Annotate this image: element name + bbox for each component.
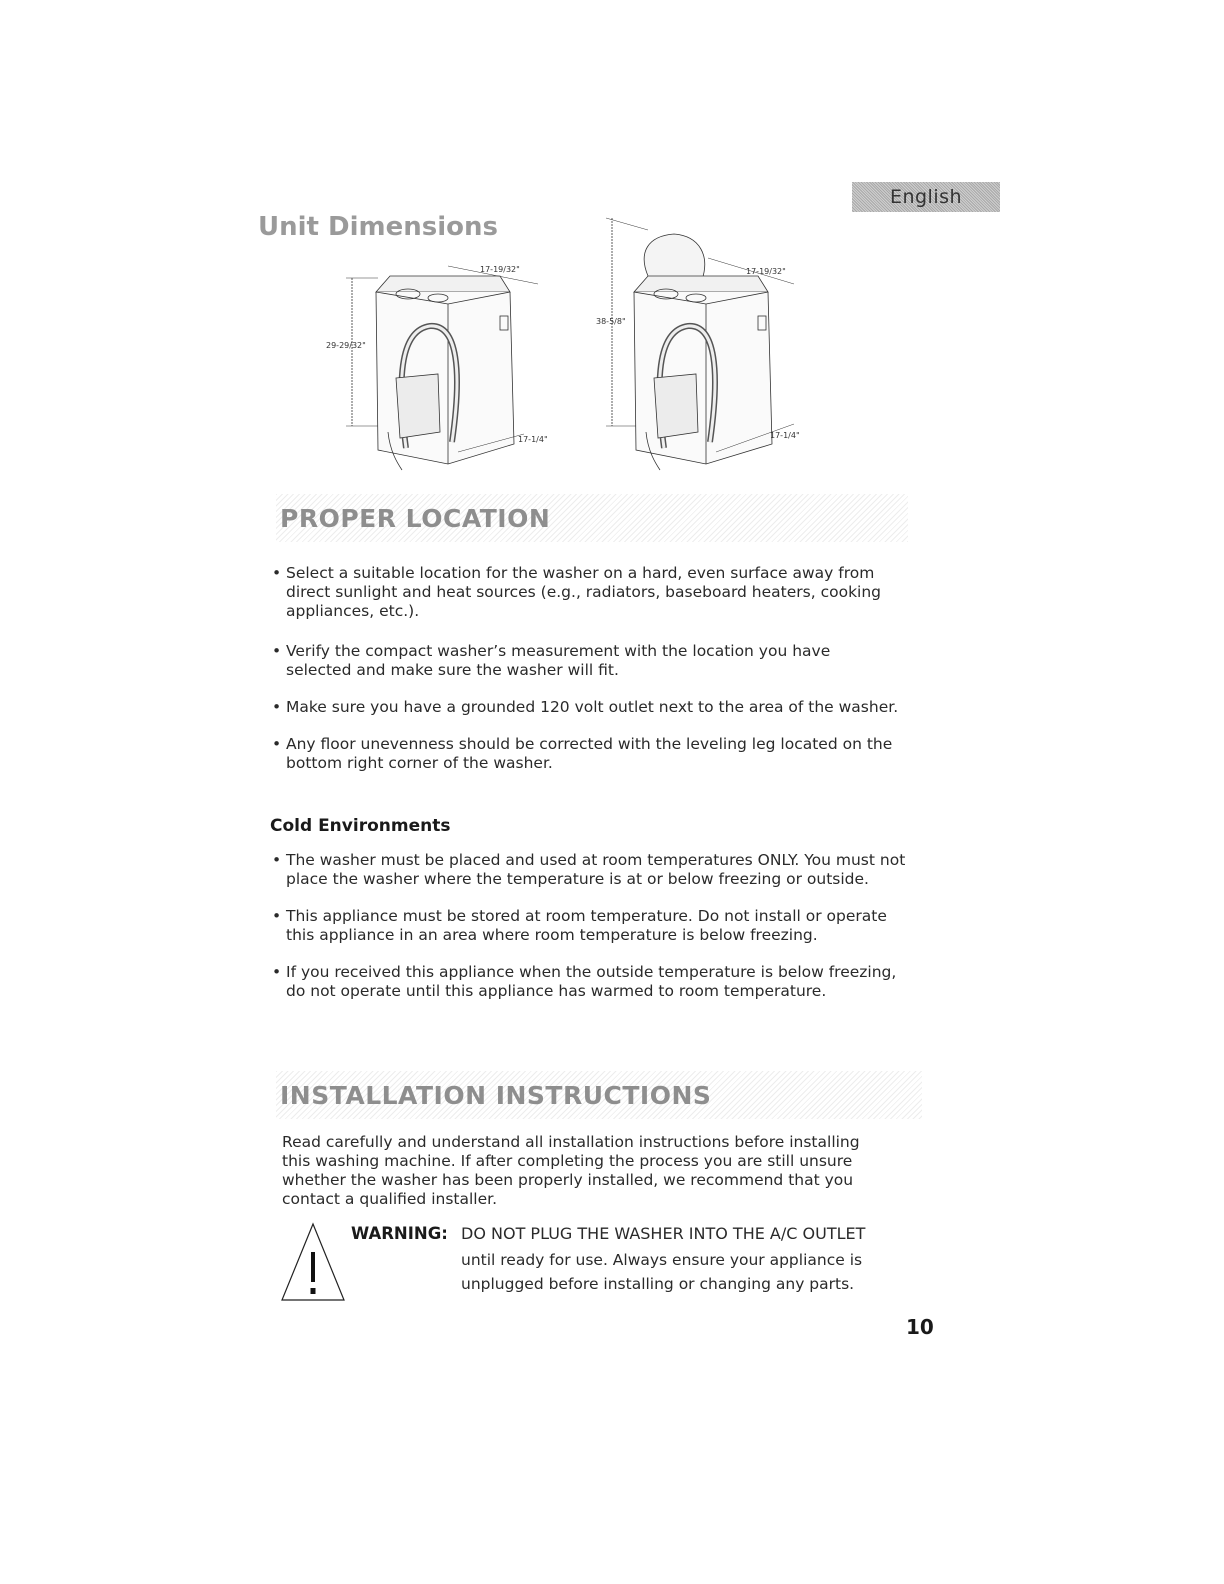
closed-height-label: 29-29/32" xyxy=(326,341,366,350)
installation-heading: INSTALLATION INSTRUCTIONS xyxy=(280,1080,712,1110)
proper-location-heading: PROPER LOCATION xyxy=(280,503,551,533)
language-tab xyxy=(852,182,1000,212)
closed-depth-label: 17-1/4" xyxy=(518,435,548,444)
open-width-label: 17-19/32" xyxy=(746,267,786,276)
washer-closed-lid-illustration xyxy=(376,276,514,470)
list-item: • The washer must be placed and used at room temperatures ONLY. You must not place the washer where the temperature is at or below freezing or outside. xyxy=(270,851,910,889)
open-depth-label: 17-1/4" xyxy=(770,431,800,440)
warning-icon xyxy=(280,1222,346,1302)
list-item: • Any floor unevenness should be corrected with the leveling leg located on the bottom right corner of the washer. xyxy=(270,735,900,773)
list-item: • If you received this appliance when the outside temperature is below freezing, do not operate until this appliance has warmed to room temperature. xyxy=(270,963,910,1001)
list-item: • This appliance must be stored at room temperature. Do not install or operate this appliance in an area where room temperature is below freezing. xyxy=(270,907,910,945)
cold-environments-list xyxy=(270,851,910,1019)
warning-headline: DO NOT PLUG THE WASHER INTO THE A/C OUTLET xyxy=(461,1224,866,1243)
closed-width-label: 17-19/32" xyxy=(480,265,520,274)
installation-intro: Read carefully and understand all installation instructions before installing this washing machine. If after completing the process you are still unsure whether the washer has been properly installed, we recommend that you contact a qualified installer. xyxy=(282,1133,860,1208)
list-item: • Select a suitable location for the washer on a hard, even surface away from direct sunlight and heat sources (e.g., radiators, baseboard heaters, cooking appliances, etc.). xyxy=(270,564,900,621)
language-label: English xyxy=(889,186,963,208)
list-item: • Verify the compact washer’s measurement with the location you have selected and make sure the washer will fit. xyxy=(270,642,900,680)
unit-dimensions-title: Unit Dimensions xyxy=(258,212,498,242)
warning-body: until ready for use. Always ensure your appliance is unplugged before installing or changing any parts. xyxy=(461,1251,863,1293)
proper-location-banner xyxy=(276,494,908,542)
list-item: • Make sure you have a grounded 120 volt outlet next to the area of the washer. xyxy=(270,698,900,717)
page-number: 10 xyxy=(906,1315,934,1339)
washer-dimensions-diagram xyxy=(318,212,818,482)
cold-environments-title: Cold Environments xyxy=(270,816,451,836)
open-height-label: 38-5/8" xyxy=(596,317,626,326)
installation-banner xyxy=(276,1071,922,1119)
proper-location-list xyxy=(270,564,900,773)
warning-label: WARNING: xyxy=(351,1224,448,1243)
